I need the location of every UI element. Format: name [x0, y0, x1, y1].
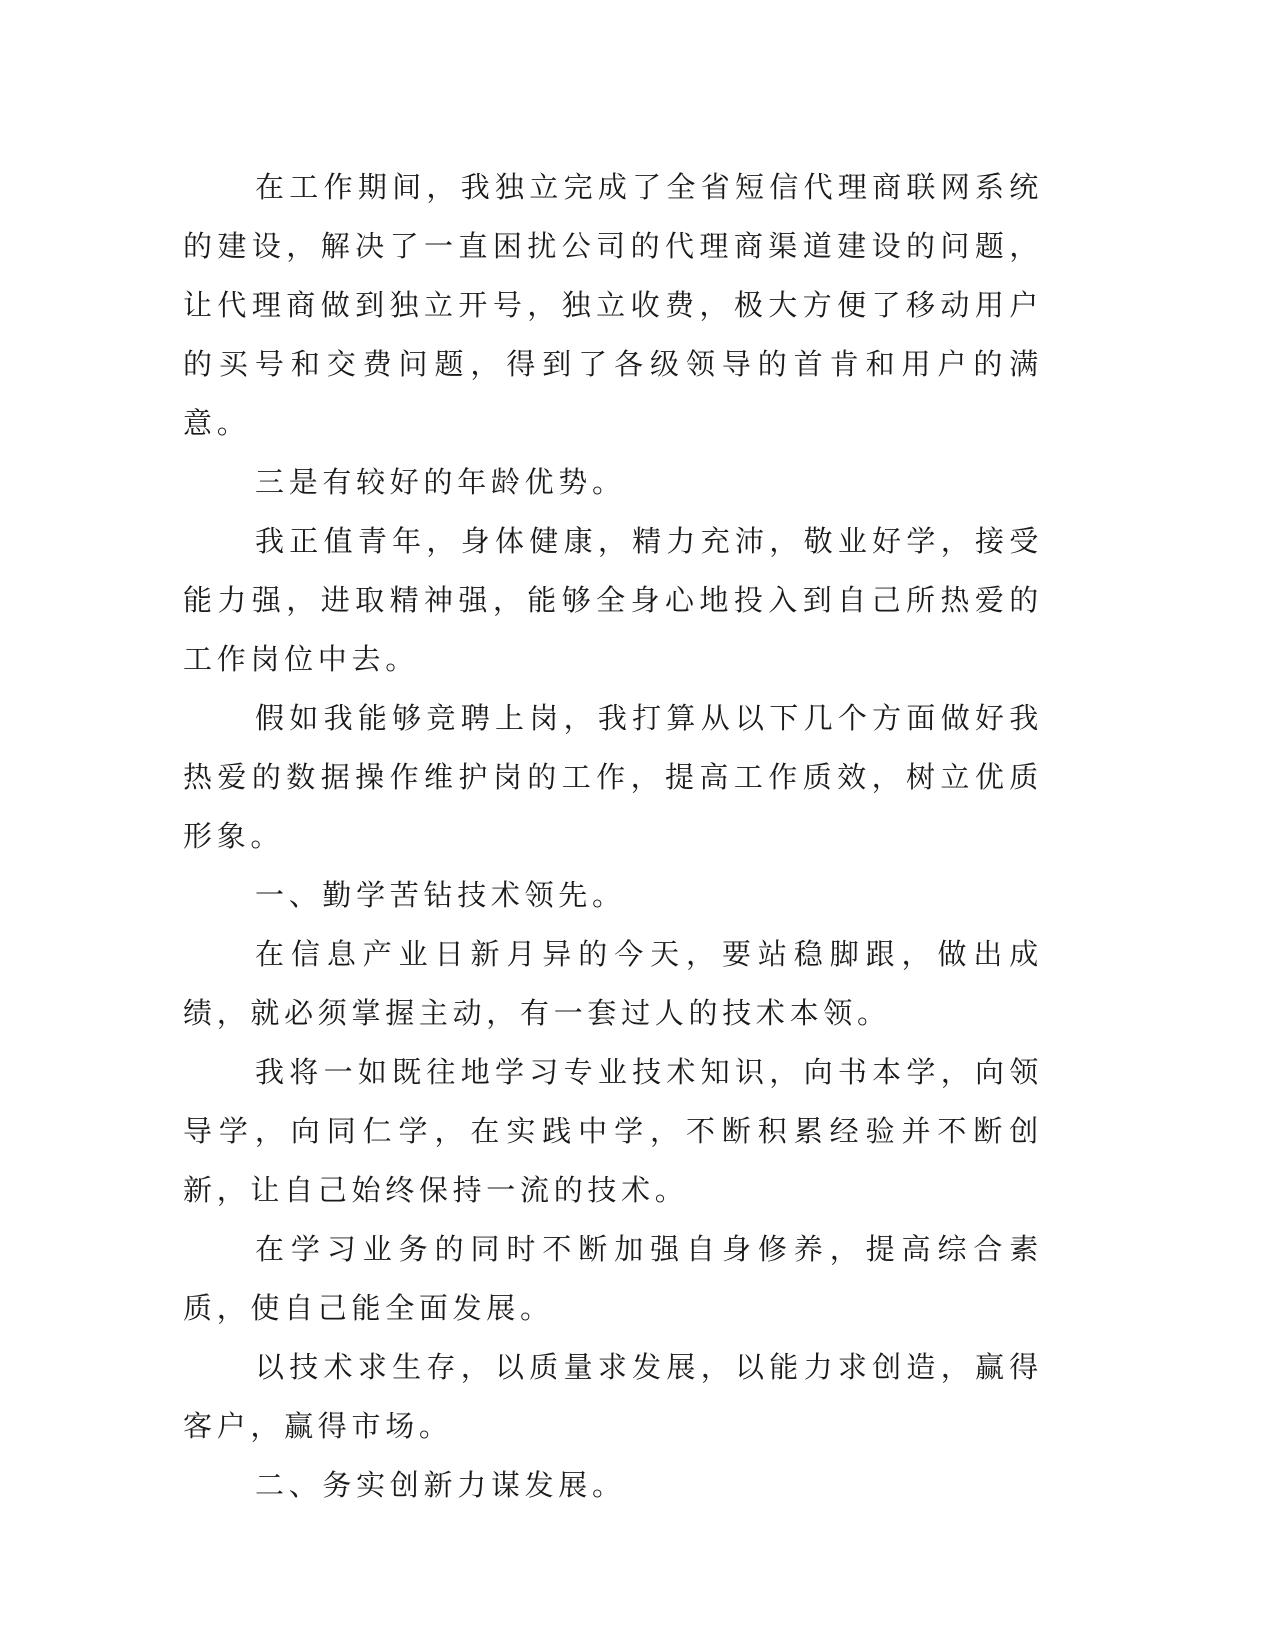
- paragraph: 在信息产业日新月异的今天，要站稳脚跟，做出成绩，就必须掌握主动，有一套过人的技术本领。: [183, 937, 1043, 1030]
- section-heading: 一、勤学苦钻技术领先。: [255, 878, 626, 912]
- paragraph: 在学习业务的同时不断加强自身修养，提高综合素质，使自己能全面发展。: [183, 1232, 1043, 1325]
- section-heading: 二、务实创新力谋发展。: [255, 1468, 626, 1502]
- section-heading: 三是有较好的年龄优势。: [255, 465, 626, 499]
- paragraph: 在工作期间，我独立完成了全省短信代理商联网系统的建设，解决了一直困扰公司的代理商渠道建设的问题，让代理商做到独立开号，独立收费，极大方便了移动用户的买号和交费问题，得到了各级领导的首肯和用户的满意。: [183, 170, 1043, 440]
- paragraph: 我将一如既往地学习专业技术知识，向书本学，向领导学，向同仁学，在实践中学，不断积累经验并不断创新，让自己始终保持一流的技术。: [183, 1055, 1043, 1207]
- paragraph: 我正值青年，身体健康，精力充沛，敬业好学，接受能力强，进取精神强，能够全身心地投入到自己所热爱的工作岗位中去。: [183, 524, 1043, 676]
- paragraph: 以技术求生存，以质量求发展，以能力求创造，赢得客户，赢得市场。: [183, 1350, 1043, 1443]
- document-body: [183, 158, 1043, 1515]
- paragraph: 假如我能够竞聘上岗，我打算从以下几个方面做好我热爱的数据操作维护岗的工作，提高工作质效，树立优质形象。: [183, 701, 1043, 853]
